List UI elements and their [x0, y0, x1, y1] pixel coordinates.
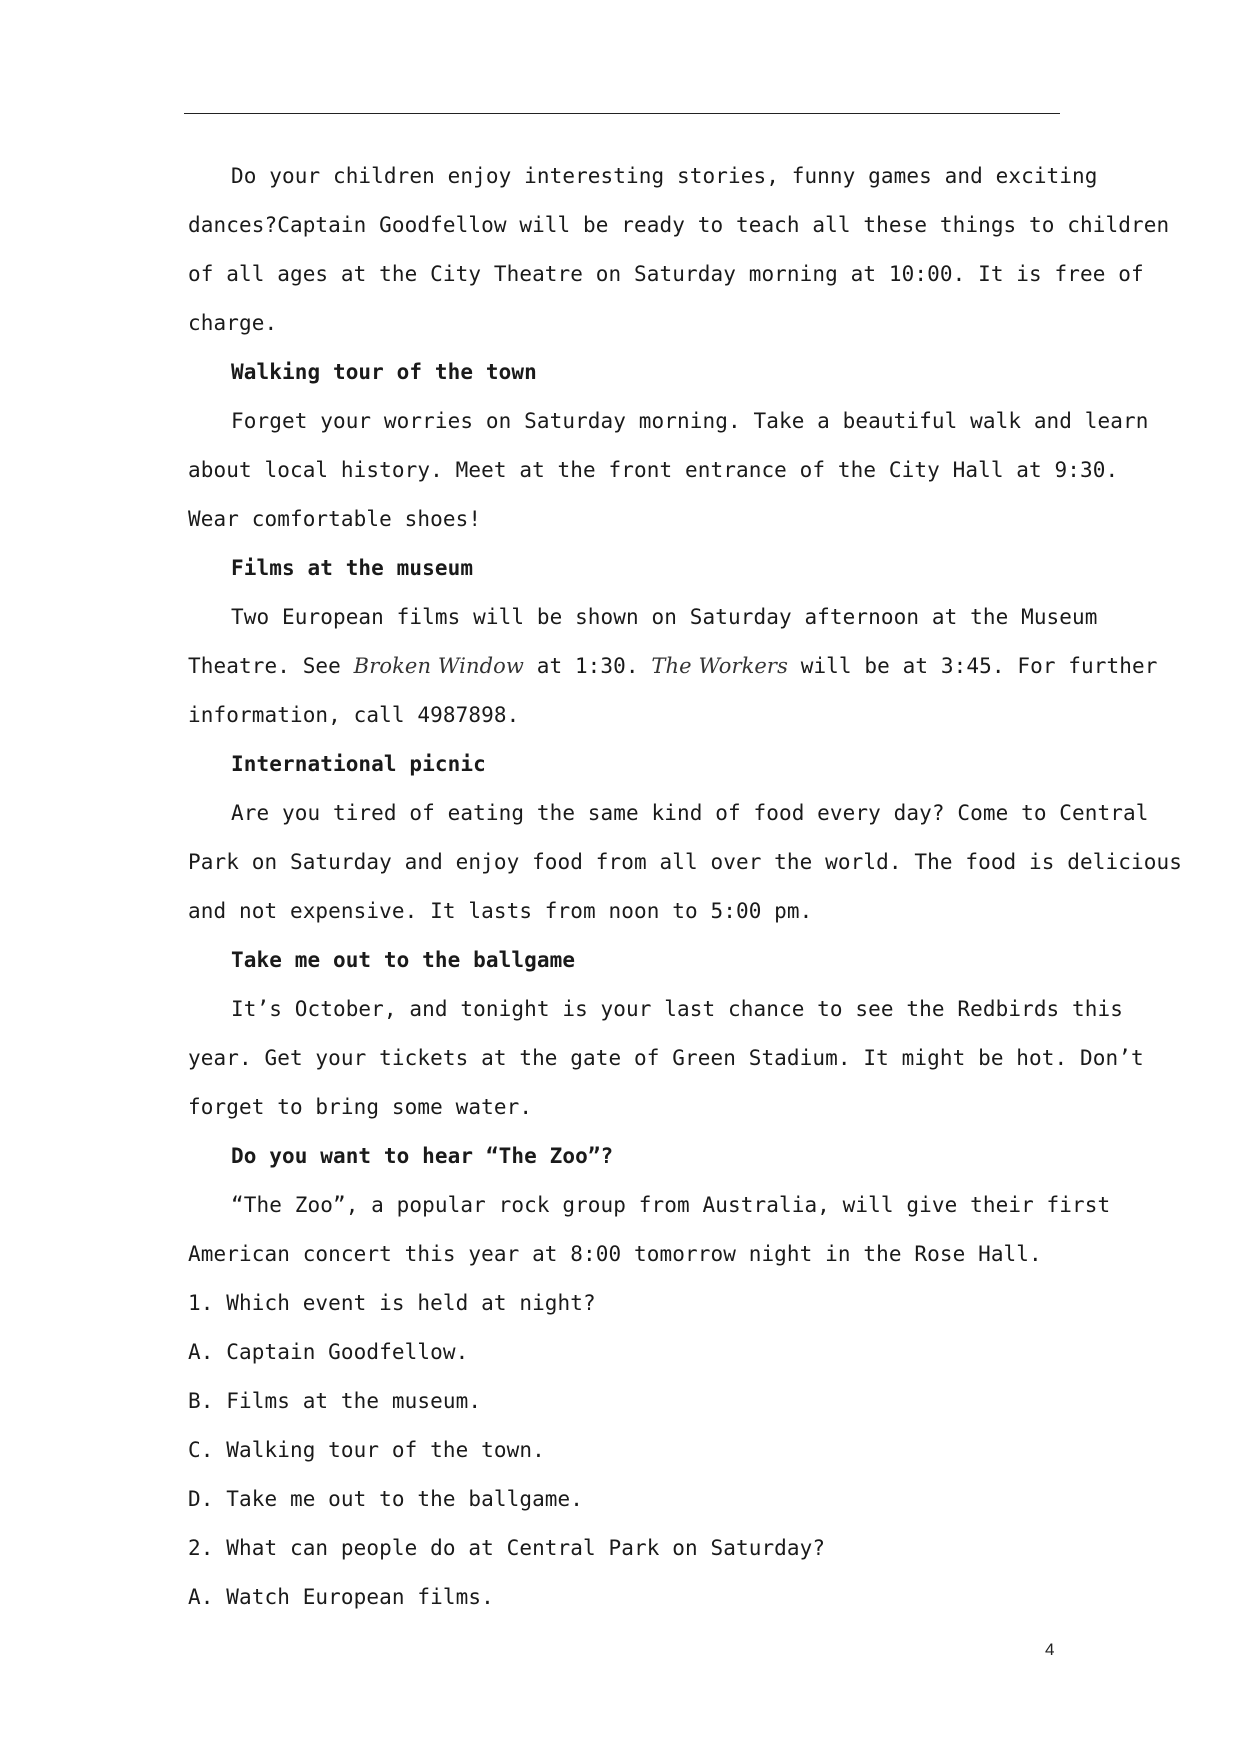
text-line: Park on Saturday and enjoy food from all over the world. The food is delicious — [188, 850, 1182, 874]
text-run: will be at 3:45. For further — [787, 654, 1158, 678]
question-2 — [188, 1524, 1060, 1622]
answer-option-a: A. Captain Goodfellow. — [188, 1340, 469, 1364]
question-1 — [188, 1279, 1060, 1524]
text-line: Forget your worries on Saturday morning. Take a beautiful walk and learn — [231, 409, 1149, 433]
text-line: about local history. Meet at the front entrance of the City Hall at 9:30. — [188, 458, 1119, 482]
text-line: Do your children enjoy interesting stories, funny games and exciting — [231, 164, 1098, 188]
text-line: charge. — [188, 311, 278, 335]
section-ballgame — [188, 936, 1144, 1132]
question-stem: 1. Which event is held at night? — [188, 1291, 596, 1315]
text-line: of all ages at the City Theatre on Saturday morning at 10:00. It is free of — [188, 262, 1144, 286]
text-line: year. Get your tickets at the gate of Green Stadium. It might be hot. Don’t — [188, 1046, 1144, 1070]
text-line: and not expensive. It lasts from noon to 5:00 pm. — [188, 899, 813, 923]
header-rule — [184, 113, 1060, 114]
document-body — [188, 152, 1182, 1622]
text-run: Theatre. See — [188, 654, 354, 678]
page-number: 4 — [1045, 1640, 1055, 1659]
text-line: dances?Captain Goodfellow will be ready to teach all these things to children — [188, 213, 1170, 237]
text-line: It’s October, and tonight is your last chance to see the Redbirds this — [231, 997, 1124, 1021]
section-films — [188, 544, 1158, 740]
answer-option-b: B. Films at the museum. — [188, 1389, 482, 1413]
text-line — [188, 642, 1158, 691]
section-heading: International picnic — [231, 752, 486, 776]
section-heading: Do you want to hear “The Zoo”? — [231, 1144, 614, 1168]
text-line: “The Zoo”, a popular rock group from Australia, will give their first — [231, 1193, 1111, 1217]
section-heading: Films at the museum — [231, 556, 474, 580]
text-run: at 1:30. — [523, 654, 652, 678]
answer-option-c: C. Walking tour of the town. — [188, 1438, 545, 1462]
paragraph-captain-goodfellow — [188, 152, 1170, 348]
text-line: forget to bring some water. — [188, 1095, 533, 1119]
section-the-zoo — [188, 1132, 1111, 1279]
film-title-broken-window: Broken Window — [353, 654, 524, 678]
section-heading: Walking tour of the town — [231, 360, 537, 384]
text-line: Are you tired of eating the same kind of food every day? Come to Central — [231, 801, 1149, 825]
question-stem: 2. What can people do at Central Park on Saturday? — [188, 1536, 826, 1560]
section-heading: Take me out to the ballgame — [231, 948, 576, 972]
text-line: Two European films will be shown on Saturday afternoon at the Museum — [231, 605, 1098, 629]
text-line: information, call 4987898. — [188, 703, 520, 727]
section-walking-tour — [188, 348, 1149, 544]
film-title-the-workers: The Workers — [651, 654, 788, 678]
section-picnic — [188, 740, 1182, 936]
text-line: American concert this year at 8:00 tomorrow night in the Rose Hall. — [188, 1242, 1042, 1266]
text-line: Wear comfortable shoes! — [188, 507, 482, 531]
answer-option-a: A. Watch European films. — [188, 1585, 494, 1609]
answer-option-d: D. Take me out to the ballgame. — [188, 1487, 584, 1511]
